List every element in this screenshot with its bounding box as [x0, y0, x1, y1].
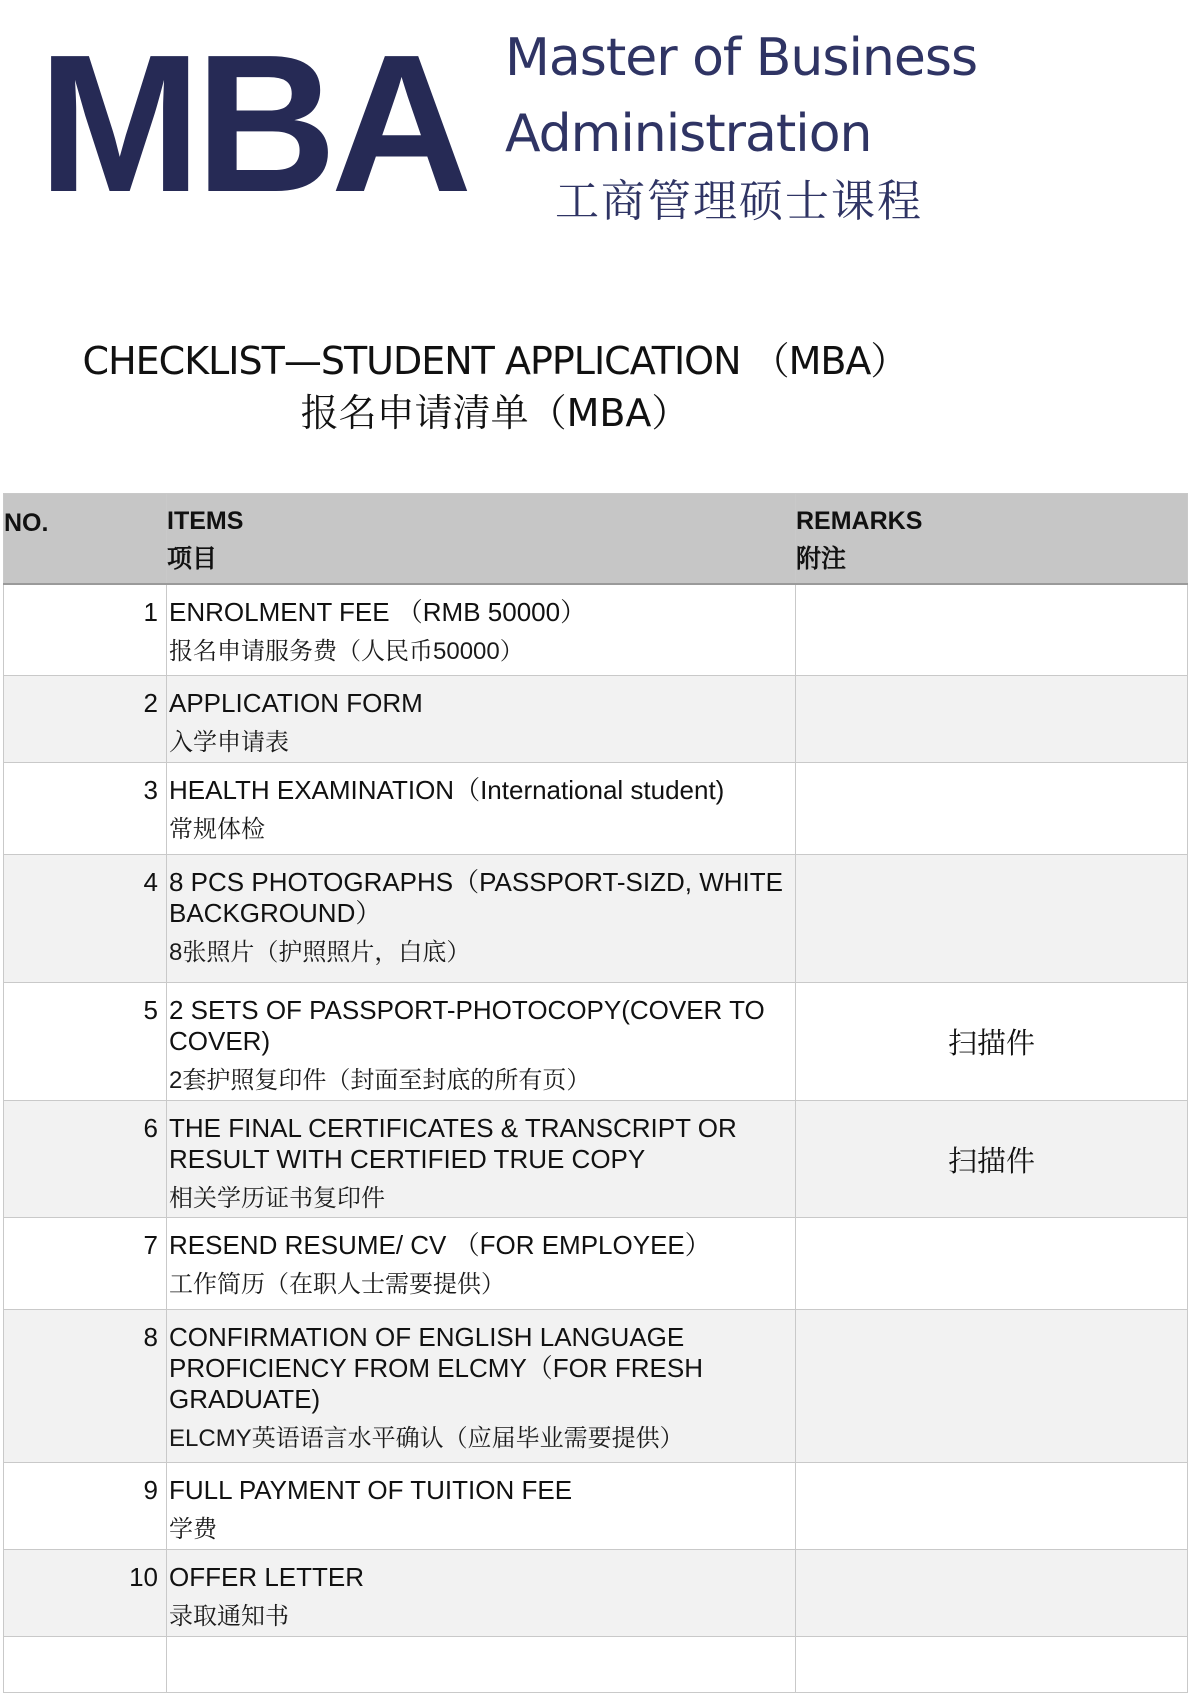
row-remark: 扫描件: [796, 1101, 1188, 1218]
row-item-zh: 工作简历（在职人士需要提供）: [169, 1271, 505, 1298]
row-item: [167, 763, 796, 855]
table-row: [4, 584, 1188, 676]
header-remarks: [796, 494, 1188, 584]
row-remark: 扫描件: [796, 983, 1188, 1101]
empty-cell: [796, 1637, 1188, 1693]
row-item-zh: ELCMY英语语言水平确认（应届毕业需要提供）: [169, 1425, 684, 1452]
row-number: 4: [4, 855, 167, 983]
table-header-row: [4, 494, 1188, 584]
row-number: 10: [4, 1550, 167, 1637]
row-item-en: HEALTH EXAMINATION（International student): [169, 775, 725, 805]
row-item-zh: 学费: [169, 1516, 217, 1543]
row-item-zh: 常规体检: [169, 816, 265, 843]
header-no: NO.: [4, 494, 167, 584]
row-item: [167, 676, 796, 763]
row-remark: [796, 1463, 1188, 1550]
row-number: 3: [4, 763, 167, 855]
row-remark: [796, 1550, 1188, 1637]
row-number: 5: [4, 983, 167, 1101]
row-number: 9: [4, 1463, 167, 1550]
row-item-zh: 报名申请服务费（人民币50000）: [169, 637, 524, 665]
table-row: [4, 676, 1188, 763]
row-item-zh: 8张照片（护照照片，白底）: [169, 939, 471, 966]
row-item-en: THE FINAL CERTIFICATES & TRANSCRIPT OR RESULT WITH CERTIFIED TRUE COPY: [169, 1113, 737, 1174]
row-remark: [796, 763, 1188, 855]
table-row: [4, 1101, 1188, 1218]
checklist-title-en: CHECKLIST—STUDENT APPLICATION （MBA）: [82, 339, 908, 383]
row-item: [167, 584, 796, 676]
row-number: 6: [4, 1101, 167, 1218]
row-number: 7: [4, 1218, 167, 1310]
row-item: [167, 1101, 796, 1218]
table-row: [4, 855, 1188, 983]
row-remark: [796, 1218, 1188, 1310]
row-item-zh: 相关学历证书复印件: [169, 1185, 385, 1212]
row-item: [167, 1463, 796, 1550]
table-row: [4, 1463, 1188, 1550]
table-row: [4, 1218, 1188, 1310]
row-item: [167, 1218, 796, 1310]
row-item-zh: 2套护照复印件（封面至封底的所有页）: [169, 1067, 591, 1094]
row-item: [167, 1550, 796, 1637]
checklist-table: [3, 493, 1188, 1693]
header-items-zh: 项目: [167, 545, 218, 573]
program-name-en-line2: Administration: [505, 104, 872, 164]
header-remarks-en: REMARKS: [796, 507, 923, 535]
row-item-zh: 录取通知书: [169, 1603, 289, 1630]
row-remark: [796, 1310, 1188, 1463]
header-items-en: ITEMS: [167, 507, 244, 535]
row-number: 2: [4, 676, 167, 763]
table-row: [4, 1550, 1188, 1637]
program-name-zh: 工商管理硕士课程: [555, 176, 923, 227]
row-item-en: CONFIRMATION OF ENGLISH LANGUAGE PROFICIENCY FROM ELCMY（FOR FRESH GRADUATE): [169, 1322, 704, 1414]
program-name: [505, 20, 977, 232]
mba-logo: MBA: [38, 14, 467, 233]
row-remark: [796, 855, 1188, 983]
row-item-en: FULL PAYMENT OF TUITION FEE: [169, 1475, 573, 1505]
row-item-en: OFFER LETTER: [169, 1562, 365, 1592]
header-items: [167, 494, 796, 584]
table-row: [4, 983, 1188, 1101]
row-item-en: APPLICATION FORM: [169, 688, 423, 718]
empty-cell: [4, 1637, 167, 1693]
program-name-en-line1: Master of Business: [505, 28, 978, 88]
table-row: [4, 1310, 1188, 1463]
row-item: [167, 983, 796, 1101]
header-remarks-zh: 附注: [796, 545, 847, 573]
row-item-en: ENROLMENT FEE （RMB 50000）: [169, 596, 587, 627]
row-remark: [796, 676, 1188, 763]
row-item-en: 8 PCS PHOTOGRAPHS（PASSPORT-SIZD, WHITE BACKGROUND）: [169, 867, 783, 928]
row-item-zh: 入学申请表: [169, 729, 289, 756]
empty-cell: [167, 1637, 796, 1693]
row-remark: [796, 584, 1188, 676]
row-number: 1: [4, 584, 167, 676]
checklist-title-zh: 报名申请清单（MBA）: [300, 391, 690, 435]
table-row: [4, 763, 1188, 855]
table-row-empty: [4, 1637, 1188, 1693]
row-item-en: RESEND RESUME/ CV （FOR EMPLOYEE）: [169, 1230, 711, 1260]
row-item: [167, 855, 796, 983]
row-item-en: 2 SETS OF PASSPORT-PHOTOCOPY(COVER TO COVER): [169, 995, 765, 1056]
row-item: [167, 1310, 796, 1463]
row-number: 8: [4, 1310, 167, 1463]
